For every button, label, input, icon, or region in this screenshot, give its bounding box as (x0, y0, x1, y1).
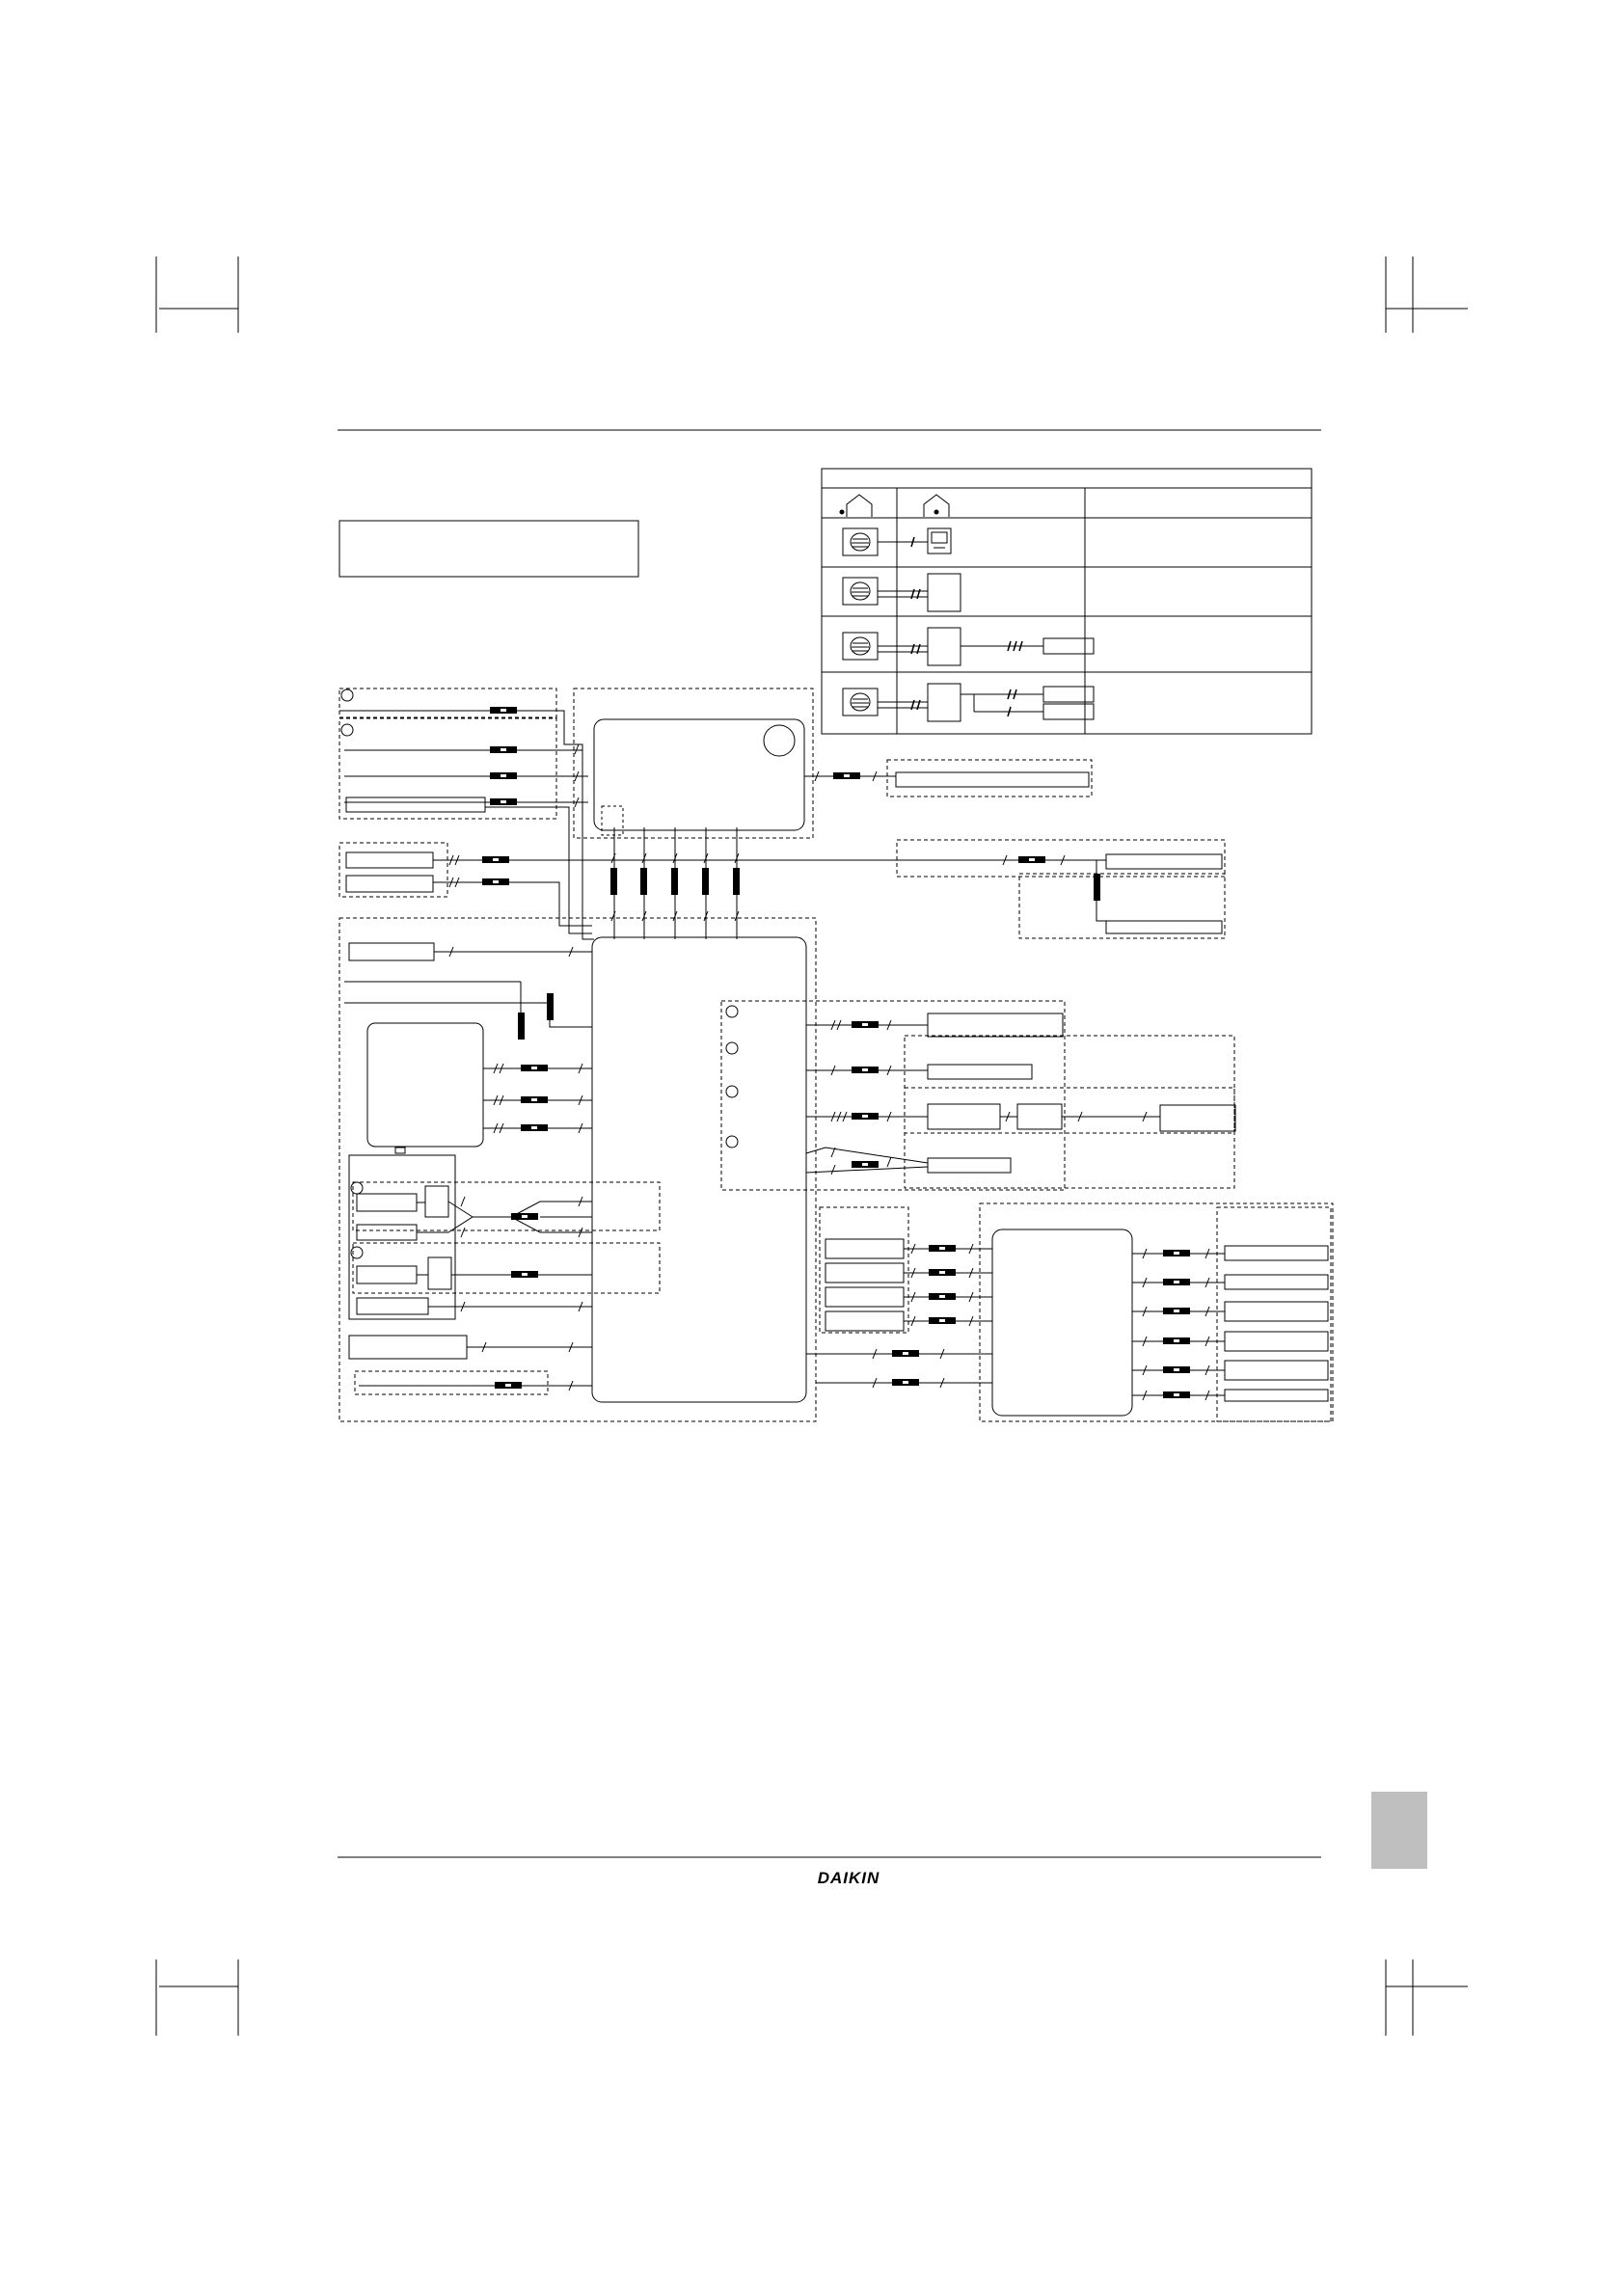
house-indoor-icon (924, 495, 949, 517)
option-pcb (992, 1229, 1132, 1416)
outdoor-pcb (594, 719, 804, 830)
daikin-logo: DAIKIN (817, 1869, 880, 1887)
controller-icon (928, 528, 951, 554)
user-interface-board (367, 1023, 483, 1147)
boards (367, 719, 1132, 1416)
cable-break-icon (449, 744, 1209, 1400)
title-box (339, 521, 638, 577)
crop-marks (156, 257, 1468, 2036)
legend-table (822, 469, 1312, 734)
house-outdoor-icon (840, 495, 872, 517)
user-interface-icon (843, 528, 878, 716)
wires (339, 711, 1225, 1395)
hydro-pcb (592, 937, 806, 1402)
circle-marker-icon (341, 689, 738, 1258)
connector-icon (482, 707, 1190, 1398)
